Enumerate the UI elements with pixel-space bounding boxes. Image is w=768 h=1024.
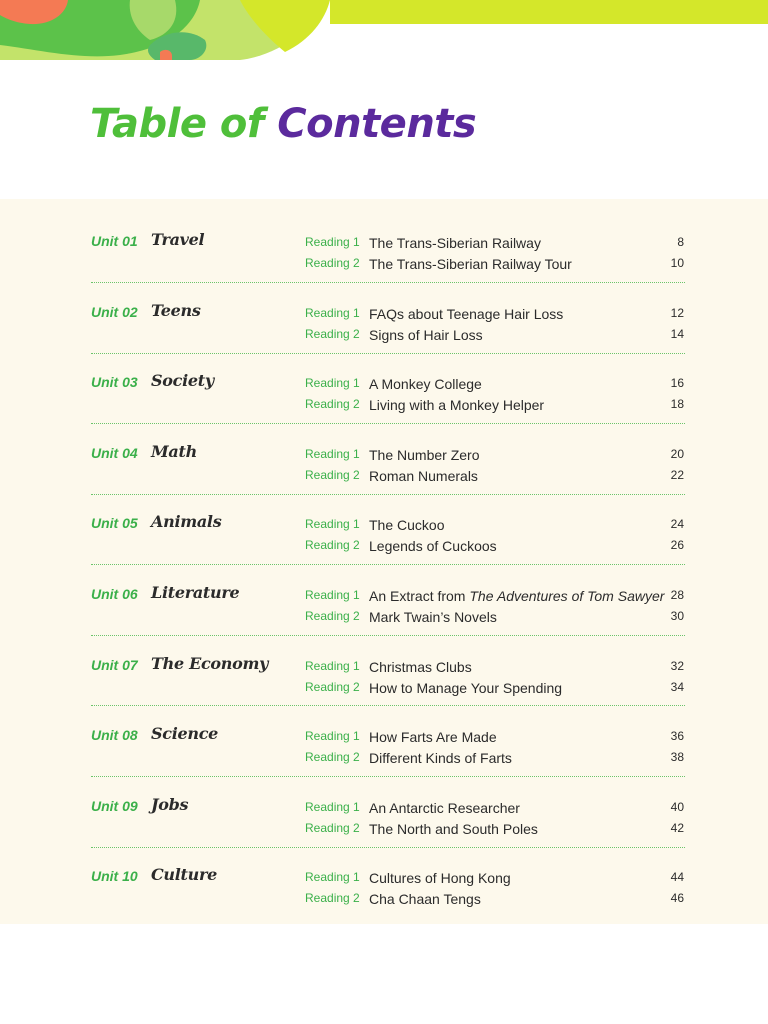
unit-number: Unit 06 xyxy=(91,586,138,602)
reading-label: Reading 1 xyxy=(305,517,360,531)
reading-label: Reading 1 xyxy=(305,306,360,320)
unit-row-10 xyxy=(0,844,768,914)
reading-label: Reading 2 xyxy=(305,327,360,341)
unit-title: Teens xyxy=(151,301,201,320)
toc-panel xyxy=(0,199,768,924)
unit-number: Unit 09 xyxy=(91,798,138,814)
reading-label: Reading 1 xyxy=(305,235,360,249)
unit-row-06 xyxy=(0,562,768,632)
reading-title: Mark Twain’s Novels xyxy=(369,609,497,625)
decorative-banner xyxy=(0,0,768,60)
reading-label: Reading 2 xyxy=(305,538,360,552)
reading-title: How to Manage Your Spending xyxy=(369,680,563,696)
reading-label: Reading 1 xyxy=(305,659,360,673)
reading-label: Reading 1 xyxy=(305,729,360,743)
page-number: 14 xyxy=(670,327,684,341)
unit-title: Animals xyxy=(151,512,222,531)
unit-row-04 xyxy=(0,421,768,491)
reading-label: Reading 2 xyxy=(305,750,360,764)
unit-number: Unit 05 xyxy=(91,515,138,531)
unit-title: The Economy xyxy=(151,654,269,673)
page-number: 10 xyxy=(670,256,684,270)
page-number: 18 xyxy=(670,397,684,411)
reading-title: Roman Numerals xyxy=(369,468,478,484)
page-number: 36 xyxy=(670,729,684,743)
reading-title: An Antarctic Researcher xyxy=(369,800,520,816)
unit-row-02 xyxy=(0,280,768,350)
unit-number: Unit 07 xyxy=(91,657,138,673)
unit-row-01 xyxy=(0,209,768,279)
unit-number: Unit 03 xyxy=(91,374,138,390)
unit-title: Culture xyxy=(151,865,217,884)
page-number: 38 xyxy=(670,750,684,764)
reading-title: The Number Zero xyxy=(369,447,480,463)
page-title xyxy=(90,96,476,152)
reading-label: Reading 1 xyxy=(305,870,360,884)
page-number: 44 xyxy=(670,870,684,884)
reading-title-prefix: An Extract from xyxy=(369,588,470,604)
page-number: 24 xyxy=(670,517,684,531)
reading-title: A Monkey College xyxy=(369,376,482,392)
page-number: 40 xyxy=(670,800,684,814)
unit-row-03 xyxy=(0,350,768,420)
unit-number: Unit 10 xyxy=(91,868,138,884)
reading-title: The North and South Poles xyxy=(369,821,538,837)
page-number: 26 xyxy=(670,538,684,552)
page-number: 42 xyxy=(670,821,684,835)
page-number: 28 xyxy=(670,588,684,602)
unit-row-05 xyxy=(0,491,768,561)
reading-title: Cultures of Hong Kong xyxy=(369,870,511,886)
reading-title-italic: The Adventures of Tom Sawyer xyxy=(469,588,665,604)
page-number: 46 xyxy=(670,891,684,905)
reading-label: Reading 1 xyxy=(305,376,360,390)
reading-label: Reading 2 xyxy=(305,397,360,411)
unit-title: Math xyxy=(151,442,197,461)
reading-title: Cha Chaan Tengs xyxy=(369,891,481,907)
reading-title: Different Kinds of Farts xyxy=(369,750,512,766)
unit-number: Unit 08 xyxy=(91,727,138,743)
reading-label: Reading 1 xyxy=(305,588,360,602)
reading-label: Reading 2 xyxy=(305,256,360,270)
reading-label: Reading 2 xyxy=(305,891,360,905)
unit-title: Literature xyxy=(151,583,240,602)
reading-label: Reading 1 xyxy=(305,447,360,461)
banner-shapes-icon xyxy=(0,0,768,60)
unit-row-07 xyxy=(0,633,768,703)
unit-row-09 xyxy=(0,774,768,844)
unit-title: Jobs xyxy=(151,795,189,814)
title-word-1: Table of xyxy=(90,101,264,147)
reading-title: The Trans-Siberian Railway Tour xyxy=(369,256,572,272)
reading-title: FAQs about Teenage Hair Loss xyxy=(369,306,564,322)
unit-row-08 xyxy=(0,703,768,773)
unit-title: Society xyxy=(151,371,214,390)
page-number: 32 xyxy=(670,659,684,673)
reading-title: How Farts Are Made xyxy=(369,729,497,745)
unit-title: Travel xyxy=(151,230,205,249)
reading-title: The Trans-Siberian Railway xyxy=(369,235,541,251)
reading-title: Legends of Cuckoos xyxy=(369,538,497,554)
reading-label: Reading 2 xyxy=(305,821,360,835)
reading-label: Reading 1 xyxy=(305,800,360,814)
page-number: 12 xyxy=(670,306,684,320)
page-number: 20 xyxy=(670,447,684,461)
reading-title xyxy=(369,588,664,604)
title-word-2: Contents xyxy=(277,101,477,147)
unit-number: Unit 01 xyxy=(91,233,138,249)
unit-number: Unit 04 xyxy=(91,445,138,461)
page-number: 34 xyxy=(670,680,684,694)
page-number: 8 xyxy=(677,235,684,249)
unit-title: Science xyxy=(151,724,219,743)
unit-number: Unit 02 xyxy=(91,304,138,320)
reading-label: Reading 2 xyxy=(305,468,360,482)
reading-title: Christmas Clubs xyxy=(369,659,472,675)
reading-label: Reading 2 xyxy=(305,609,360,623)
page-number: 30 xyxy=(670,609,684,623)
reading-title: The Cuckoo xyxy=(369,517,445,533)
reading-label: Reading 2 xyxy=(305,680,360,694)
page-number: 16 xyxy=(670,376,684,390)
reading-title: Signs of Hair Loss xyxy=(369,327,483,343)
page-number: 22 xyxy=(670,468,684,482)
reading-title: Living with a Monkey Helper xyxy=(369,397,545,413)
